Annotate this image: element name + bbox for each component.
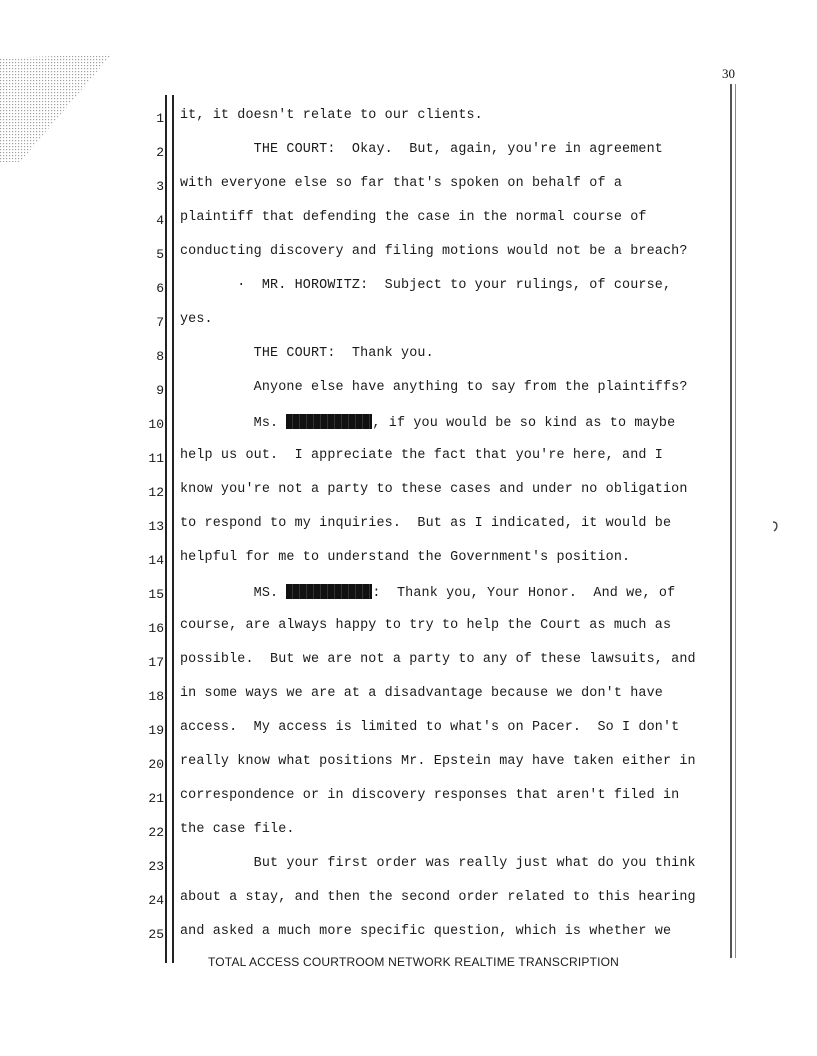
line-number: 1 — [156, 111, 164, 126]
transcript-line — [0, 414, 817, 436]
line-number: 8 — [156, 349, 164, 364]
redaction-block — [286, 414, 372, 429]
line-text: the case file. — [180, 822, 295, 837]
line-number: 16 — [148, 621, 164, 636]
transcript-line — [0, 856, 817, 878]
line-text-before: Ms. — [180, 416, 287, 431]
line-number: 23 — [148, 859, 164, 874]
line-text: conducting discovery and filing motions would not be a breach? — [180, 244, 688, 259]
transcript-line — [0, 482, 817, 504]
transcript-line — [0, 652, 817, 674]
transcript-line — [0, 448, 817, 470]
line-number: 14 — [148, 553, 164, 568]
line-number: 15 — [148, 587, 164, 602]
transcript-line — [0, 142, 817, 164]
line-number: 4 — [156, 213, 164, 228]
line-number: 17 — [148, 655, 164, 670]
line-text — [180, 584, 675, 601]
line-text: course, are always happy to try to help the Court as much as — [180, 618, 672, 633]
line-number: 5 — [156, 247, 164, 262]
line-text: helpful for me to understand the Government's position. — [180, 550, 631, 565]
transcript-line — [0, 516, 817, 538]
line-text: know you're not a party to these cases and under no obligation — [180, 482, 688, 497]
transcript-line — [0, 312, 817, 334]
line-text-after: , if you would be so kind as to maybe — [372, 416, 676, 431]
line-text: possible. But we are not a party to any of these lawsuits, and — [180, 652, 696, 667]
line-text: plaintiff that defending the case in the normal course of — [180, 210, 647, 225]
page-number: 30 — [722, 66, 735, 81]
line-text: · MR. HOROWITZ: Subject to your rulings, of course, — [180, 278, 672, 293]
transcript-line — [0, 788, 817, 810]
line-text: Anyone else have anything to say from the plaintiffs? — [180, 380, 688, 395]
transcript-line — [0, 346, 817, 368]
transcript-line — [0, 618, 817, 640]
transcript-line — [0, 924, 817, 946]
line-text-before: MS. — [180, 586, 287, 601]
transcript-line — [0, 176, 817, 198]
line-number: 11 — [148, 451, 164, 466]
line-number: 22 — [148, 825, 164, 840]
redaction-block — [286, 584, 372, 599]
line-text: really know what positions Mr. Epstein may have taken either in — [180, 754, 696, 769]
line-number: 6 — [156, 281, 164, 296]
line-number: 2 — [156, 145, 164, 160]
line-number: 7 — [156, 315, 164, 330]
line-number: 24 — [148, 893, 164, 908]
transcript-line — [0, 720, 817, 742]
line-text: in some ways we are at a disadvantage because we don't have — [180, 686, 663, 701]
transcript-line — [0, 550, 817, 572]
transcript-line — [0, 108, 817, 130]
line-number: 13 — [148, 519, 164, 534]
transcript-line — [0, 210, 817, 232]
transcript-line — [0, 244, 817, 266]
line-number: 3 — [156, 179, 164, 194]
footer-caption: TOTAL ACCESS COURTROOM NETWORK REALTIME TRANSCRIPTION — [207, 955, 620, 969]
line-text: THE COURT: Thank you. — [180, 346, 434, 361]
line-text: and asked a much more specific question, which is whether we — [180, 924, 672, 939]
transcript-line — [0, 890, 817, 912]
line-text: yes. — [180, 312, 213, 327]
line-text: with everyone else so far that's spoken on behalf of a — [180, 176, 623, 191]
transcript-line — [0, 380, 817, 402]
line-text: THE COURT: Okay. But, again, you're in agreement — [180, 142, 663, 157]
line-number: 9 — [156, 383, 164, 398]
line-number: 20 — [148, 757, 164, 772]
stray-mark-icon — [770, 520, 780, 534]
line-number: 19 — [148, 723, 164, 738]
transcript-line — [0, 754, 817, 776]
transcript-line — [0, 278, 817, 300]
transcript-line — [0, 822, 817, 844]
line-text: But your first order was really just what do you think — [180, 856, 696, 871]
transcript-line — [0, 686, 817, 708]
line-text: it, it doesn't relate to our clients. — [180, 108, 483, 123]
transcript-line — [0, 584, 817, 606]
line-number: 25 — [148, 927, 164, 942]
line-text: access. My access is limited to what's on Pacer. So I don't — [180, 720, 680, 735]
line-text: to respond to my inquiries. But as I indicated, it would be — [180, 516, 672, 531]
line-number: 18 — [148, 689, 164, 704]
line-text: correspondence or in discovery responses that aren't filed in — [180, 788, 680, 803]
line-number: 12 — [148, 485, 164, 500]
line-number: 10 — [148, 417, 164, 432]
line-text-after: : Thank you, Your Honor. And we, of — [372, 586, 676, 601]
line-text: help us out. I appreciate the fact that you're here, and I — [180, 448, 663, 463]
line-number: 21 — [148, 791, 164, 806]
line-text: about a stay, and then the second order related to this hearing — [180, 890, 696, 905]
line-text — [180, 414, 675, 431]
